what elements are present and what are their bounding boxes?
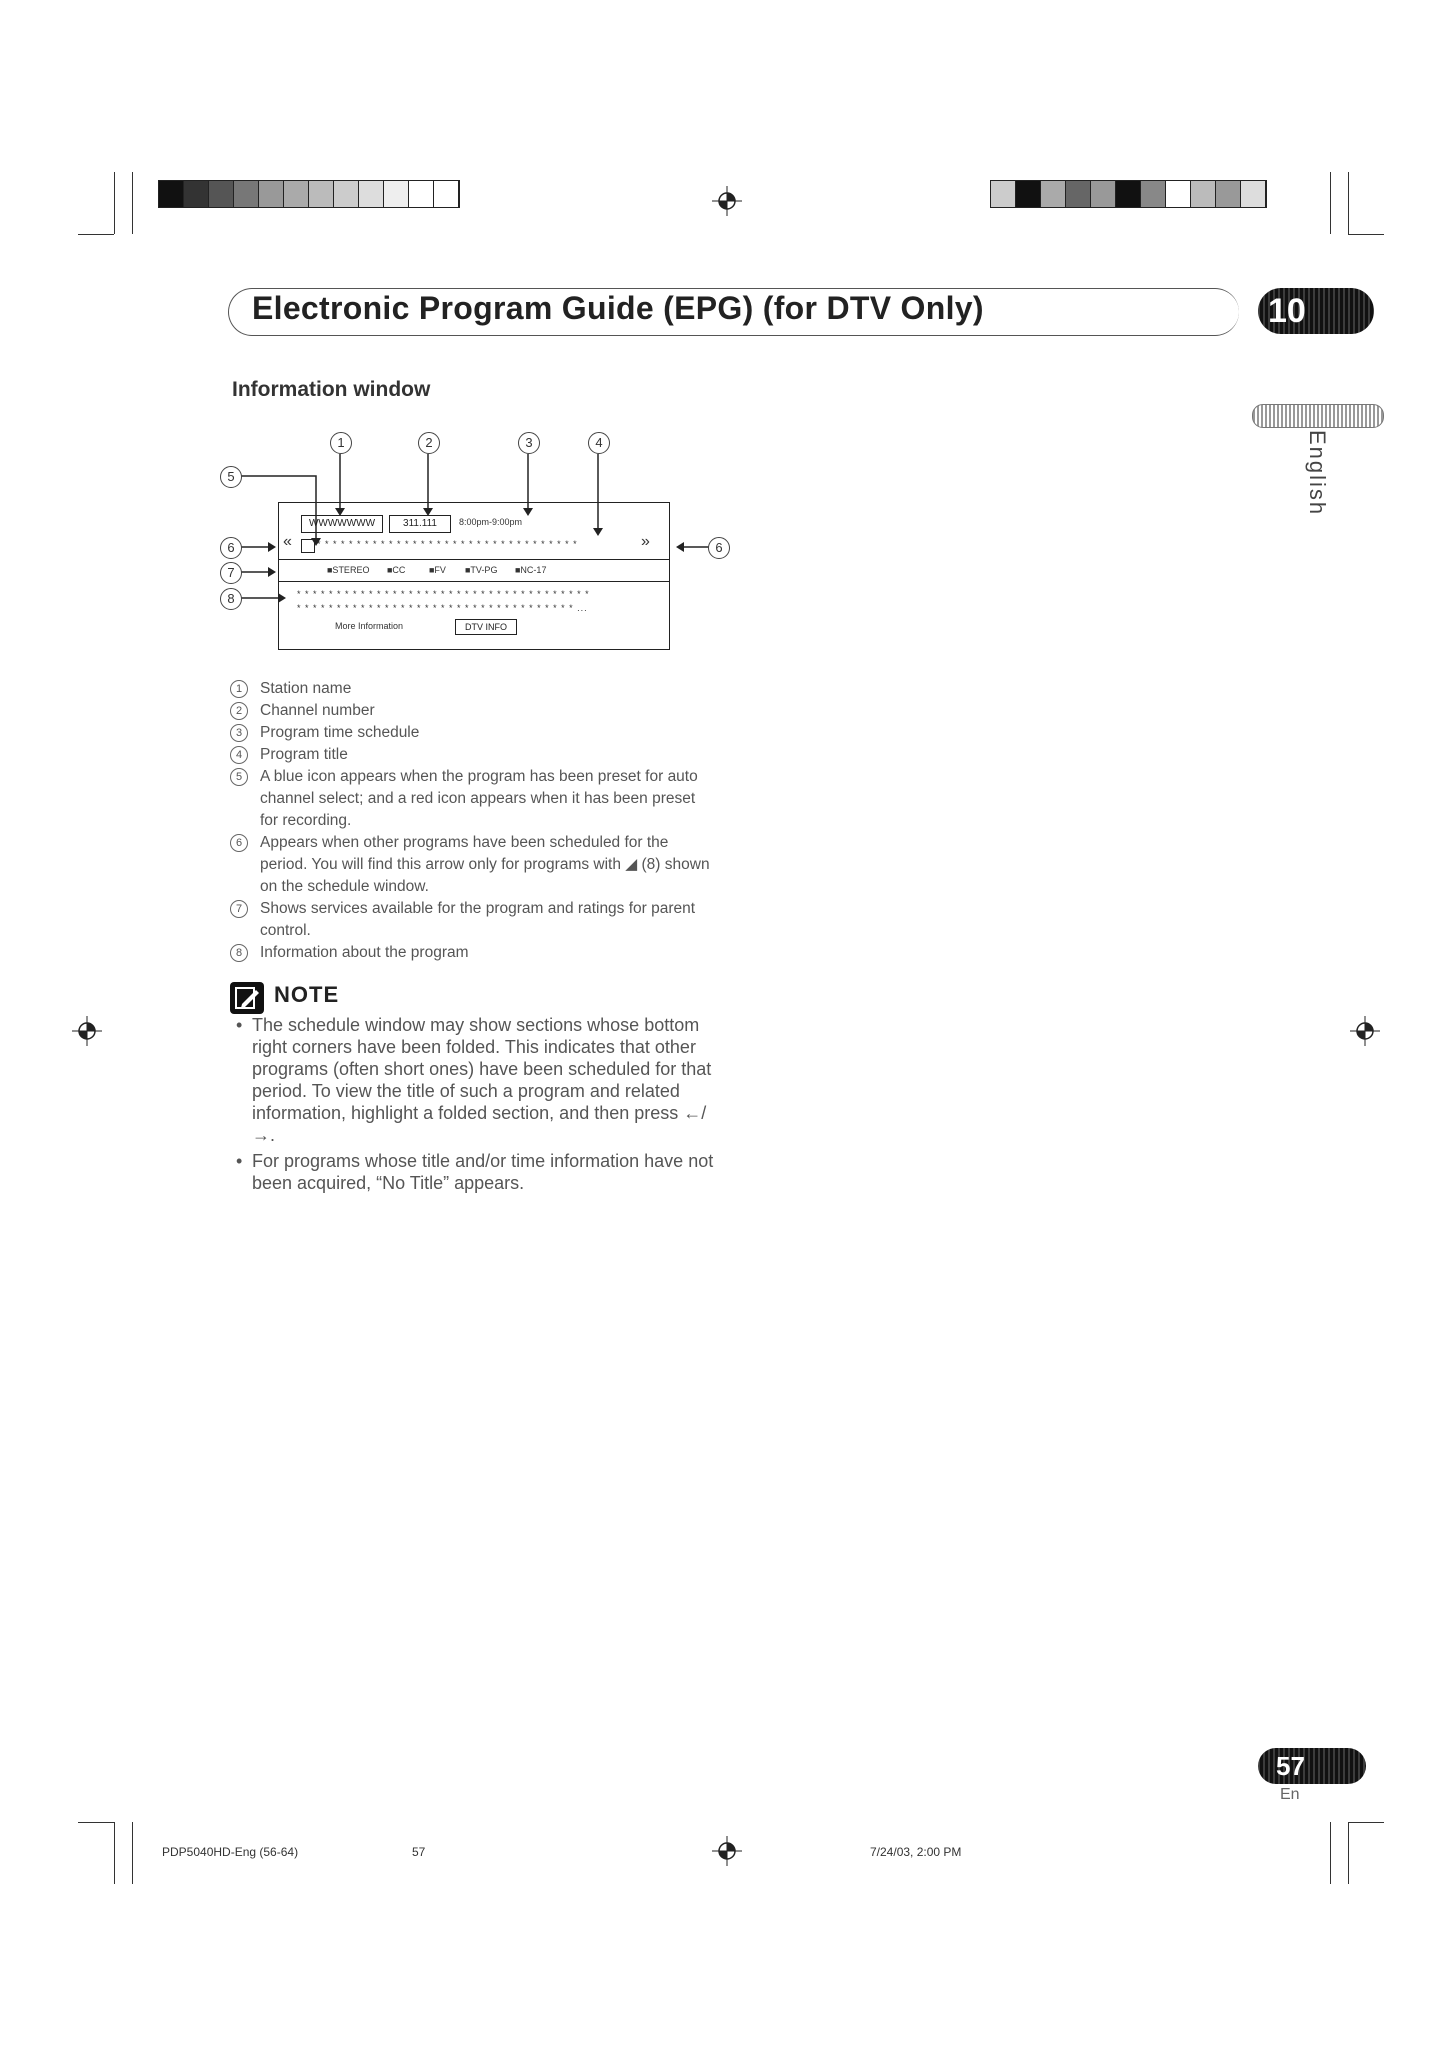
legend-number: 6 — [230, 834, 248, 852]
callout-1: 1 — [330, 432, 352, 454]
legend-text: Channel number — [260, 702, 375, 719]
program-info-placeholder-line2: * * * * * * * * * * * * * * * * * * * * * * * * * * * * * * * * * * * ... — [297, 603, 588, 613]
note-item: • For programs whose title and/or time information have not been acquired, “No Title” appears. — [236, 1150, 726, 1194]
page-language: En — [1280, 1786, 1300, 1803]
legend-item — [230, 678, 710, 700]
channel-number: 311.111 — [403, 518, 437, 529]
crop-mark — [1330, 1822, 1331, 1884]
crop-mark — [1348, 1822, 1384, 1823]
crop-mark — [1348, 172, 1349, 234]
prev-program-arrow-icon: « — [283, 533, 292, 550]
service-stereo: ■STEREO — [327, 565, 370, 575]
next-program-arrow-icon: » — [641, 533, 650, 550]
legend-text: Program title — [260, 746, 348, 763]
callout-legend — [230, 678, 710, 964]
registration-mark-icon — [712, 186, 742, 216]
more-information-label: More Information — [335, 621, 404, 631]
callout-2: 2 — [418, 432, 440, 454]
legend-text: Shows services available for the program and ratings for parent control. — [260, 900, 696, 939]
legend-item — [230, 898, 710, 942]
registration-mark-icon — [712, 1836, 742, 1866]
legend-number: 1 — [230, 680, 248, 698]
legend-item — [230, 766, 710, 832]
service-nc-17: ■NC-17 — [515, 565, 547, 575]
note-item: • The schedule window may show sections whose bottom right corners have been folded. This indicates that other programs (often short ones) have been scheduled for that period. To view the title of such a program and related information, highlight a folded section, and then press ←/→. — [236, 1014, 726, 1146]
service-fv: ■FV — [429, 565, 446, 575]
information-window-diagram — [210, 420, 730, 660]
crop-mark — [1348, 234, 1384, 235]
crop-mark — [132, 172, 133, 234]
registration-mark-icon — [72, 1016, 102, 1046]
print-color-bar-left — [158, 180, 460, 208]
legend-number: 8 — [230, 944, 248, 962]
service-cc: ■CC — [387, 565, 406, 575]
crop-mark — [78, 234, 114, 235]
legend-number: 3 — [230, 724, 248, 742]
chapter-number-badge — [1258, 288, 1374, 334]
footer-page-number: 57 — [412, 1845, 426, 1859]
chapter-number: 10 — [1268, 292, 1306, 330]
legend-text: Information about the program — [260, 944, 469, 961]
callout-6-left: 6 — [220, 537, 242, 559]
legend-number: 5 — [230, 768, 248, 786]
dtv-info-button — [455, 619, 517, 635]
chapter-title: Electronic Program Guide (EPG) (for DTV Only) — [252, 290, 984, 326]
note-pencil-icon — [230, 982, 264, 1014]
legend-item — [230, 942, 710, 964]
page-number-badge — [1258, 1748, 1366, 1784]
crop-mark — [78, 1822, 114, 1823]
legend-number: 7 — [230, 900, 248, 918]
channel-number-box — [389, 515, 451, 533]
language-tab-label: English — [1305, 430, 1330, 517]
callout-7: 7 — [220, 562, 242, 584]
registration-mark-icon — [1350, 1016, 1380, 1046]
program-time: 8:00pm-9:00pm — [459, 517, 523, 527]
legend-text: A blue icon appears when the program has been preset for auto channel select; and a red icon appears when it has been preset for recording. — [260, 768, 698, 829]
divider — [279, 559, 669, 560]
callout-6-right: 6 — [708, 537, 730, 559]
callout-5: 5 — [220, 466, 242, 488]
dtv-info-label: DTV INFO — [465, 622, 507, 632]
legend-text: Appears when other programs have been scheduled for the period. You will find this arrow only for programs with ◢ (8) shown on the schedule window. — [260, 834, 710, 895]
program-info-placeholder-line1: * * * * * * * * * * * * * * * * * * * * * * * * * * * * * * * * * * * * * — [297, 589, 590, 599]
station-name: WWWWWWW — [308, 518, 376, 529]
legend-item — [230, 722, 710, 744]
note-heading: NOTE — [274, 982, 340, 1007]
program-title-placeholder: * * * * * * * * * * * * * * * * * * * * * * * * * * * * * * * * * — [317, 539, 578, 549]
print-color-bar-right — [990, 180, 1267, 208]
footer-date: 7/24/03, 2:00 PM — [870, 1845, 962, 1859]
note-list — [236, 1014, 726, 1198]
crop-mark — [1348, 1822, 1349, 1884]
crop-mark — [132, 1822, 133, 1884]
crop-mark — [1330, 172, 1331, 234]
legend-number: 2 — [230, 702, 248, 720]
callout-3: 3 — [518, 432, 540, 454]
section-heading: Information window — [232, 378, 431, 401]
legend-item — [230, 744, 710, 766]
legend-item — [230, 832, 710, 898]
callout-8: 8 — [220, 588, 242, 610]
footer-file-name: PDP5040HD-Eng (56-64) — [162, 1845, 299, 1859]
legend-text: Program time schedule — [260, 724, 420, 741]
crop-mark — [114, 1822, 115, 1884]
crop-mark — [114, 172, 115, 234]
divider — [279, 581, 669, 582]
language-tab-decoration — [1252, 404, 1384, 428]
service-tv-pg: ■TV-PG — [465, 565, 498, 575]
legend-item — [230, 700, 710, 722]
preset-icon — [301, 539, 315, 553]
legend-text: Station name — [260, 680, 352, 697]
info-window-box — [278, 502, 670, 650]
page-number: 57 — [1276, 1751, 1305, 1781]
station-name-box — [301, 515, 383, 533]
callout-4: 4 — [588, 432, 610, 454]
legend-number: 4 — [230, 746, 248, 764]
